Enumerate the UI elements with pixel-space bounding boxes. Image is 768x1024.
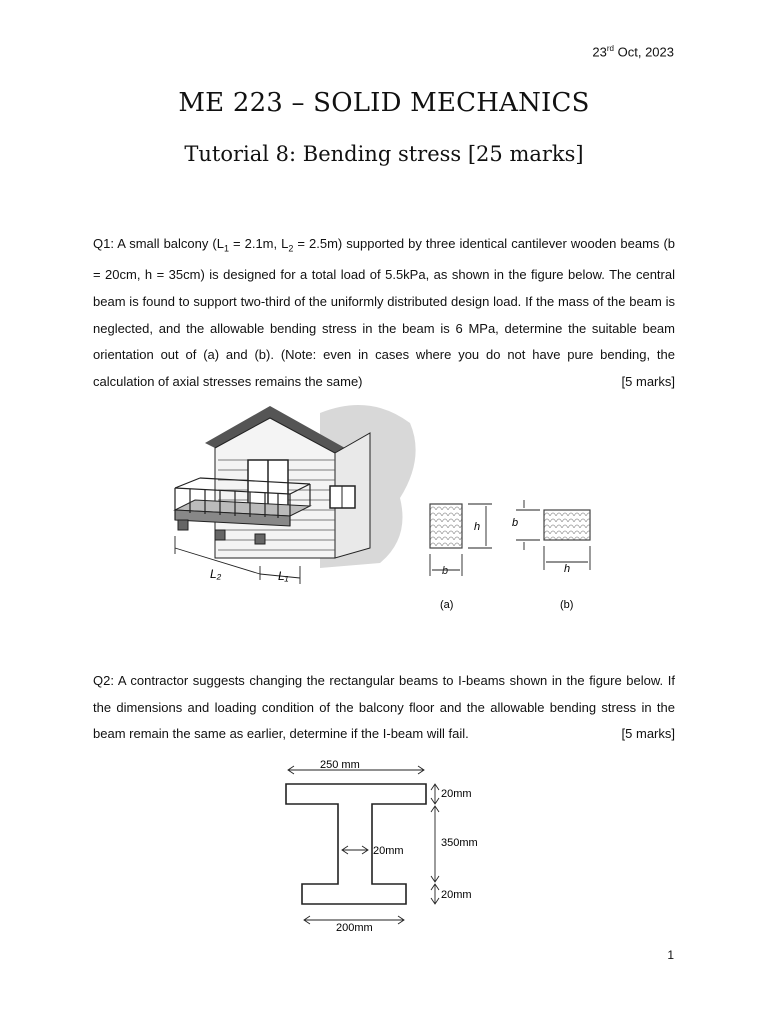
section-b	[544, 510, 590, 540]
caption-b: (b)	[560, 599, 574, 611]
tutorial-title: Tutorial 8: Bending stress [25 marks]	[184, 142, 584, 166]
question-1: Q1: A small balcony ($L_1 = 2.1m$, $L_2 = 2.5m$) supported by three identical cantilever wooden beams (b = 20cm, h = 35cm) is designed for a total load of 5.5kPa, as shown in the figure below. The central beam is found to support two-third of the uniformly distributed design load. If the mass of the beam is neglected, and the allowable bending stress in the beam is 6 MPa, determine the suitable beam orientation out of (a) and (b). (Note: even in cases where you do not have pure bending, the calculation of axial stresses remains the same) [5 marks]	[93, 231, 675, 396]
label-h-b: h	[564, 563, 571, 575]
i-beam-section	[286, 784, 426, 904]
label-b-b: b	[512, 517, 519, 529]
dimension-web-thickness: 20mm	[373, 845, 404, 857]
q1-marks: [5 marks]	[621, 374, 675, 390]
label-b-a: b	[442, 565, 449, 577]
label-h-a: h	[474, 521, 481, 533]
question-2: Q2: A contractor suggests changing the rectangular beams to I-beams shown in the figure below. If the dimensions and loading condition of the balcony floor and the allowable bending stress in the beam remain the same as earlier, determine if the I-beam will fail. [5 marks]	[93, 668, 675, 748]
dimension-bottom-width: 200mm	[336, 922, 373, 934]
cross-section-figure	[424, 498, 604, 618]
dimension-L2: L₂	[210, 567, 222, 581]
dimension-web-height: 350mm	[441, 837, 478, 849]
section-a	[430, 504, 462, 548]
balcony-figure	[170, 398, 430, 588]
dimension-bottom-flange: 20mm	[441, 889, 472, 901]
course-title: ME 223 – SOLID MECHANICS	[178, 88, 590, 118]
page-number: 1	[667, 948, 674, 962]
i-beam-figure	[280, 758, 500, 934]
dimension-L1: L₁	[278, 569, 289, 583]
caption-a: (a)	[440, 599, 454, 611]
q2-marks: [5 marks]	[621, 726, 675, 742]
dimension-top-flange: 20mm	[441, 788, 472, 800]
dimension-top-width: 250 mm	[320, 759, 360, 771]
document-date: 23rd Oct, 2023	[592, 44, 674, 60]
